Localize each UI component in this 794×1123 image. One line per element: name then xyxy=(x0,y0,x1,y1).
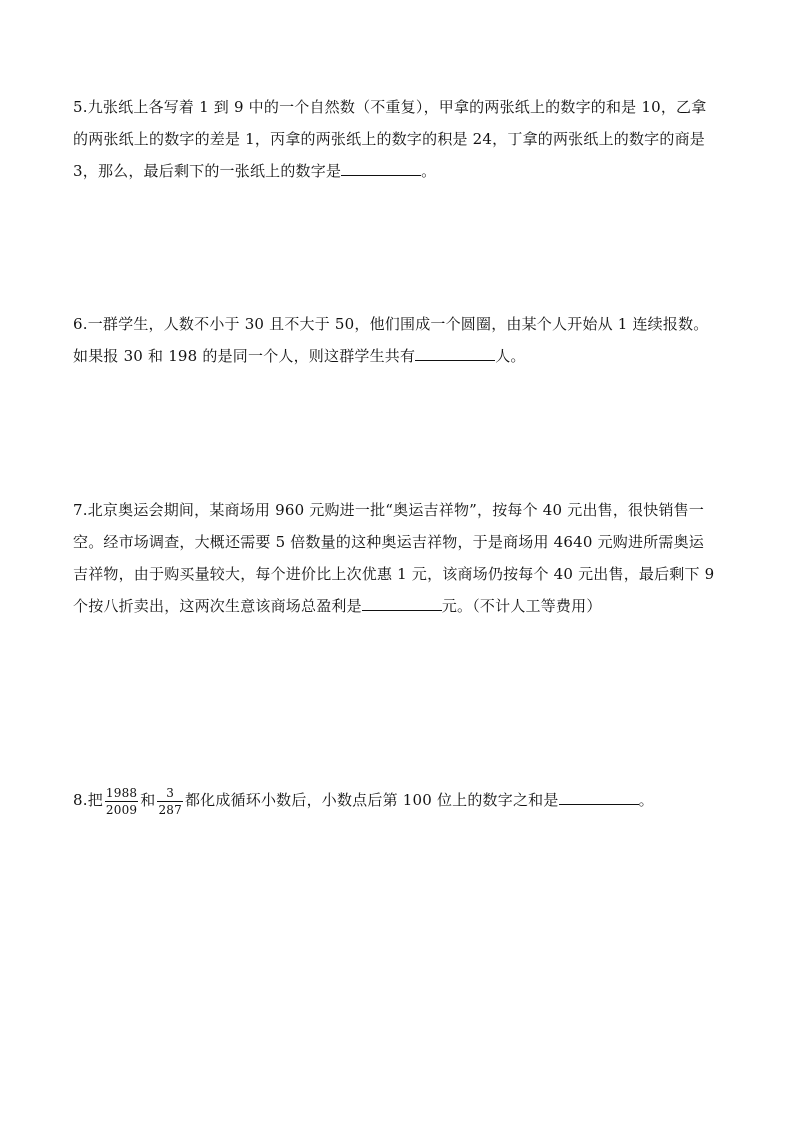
question-8-line-1: 8.把 $\frac{1988}{2009}$ 和 $\frac{3}{287}$ 都化成循环小数后，小数点后第 100 位上的数字之和是 。 xyxy=(73,785,654,817)
answer-blank-6[interactable] xyxy=(415,342,495,361)
question-7-line-1: 7.北京奥运会期间，某商场用 960 元购进一批“奥运吉祥物”，按每个 40 元出售，很快销售一 xyxy=(73,501,705,519)
question-7-line-4: 个按八折卖出，这两次生意该商场总盈利是 元。（不计人工等费用） xyxy=(73,590,733,622)
question-7-line-3: 吉祥物，由于购买量较大，每个进价比上次优惠 1 元，该商场仍按每个 40 元出售，最后剩下 9 xyxy=(73,565,715,583)
question-5-line-1: 5.九张纸上各写着 1 到 9 中的一个自然数（不重复），甲拿的两张纸上的数字的和是 10，乙拿 xyxy=(73,98,707,116)
question-6-line-1: 6.一群学生，人数不小于 30 且不大于 50，他们围成一个圆圈，由某个人开始从 1 连续报数。 xyxy=(73,315,709,333)
question-7-number: 7. xyxy=(73,501,88,519)
fraction-1-denominator: 2009 xyxy=(105,802,138,817)
question-6-number: 6. xyxy=(73,315,88,333)
fraction-1-bar xyxy=(105,801,138,802)
question-7-line-2: 空。经市场调查，大概还需要 5 倍数量的这种奥运吉祥物，于是商场用 4640 元购进所需奥运 xyxy=(73,533,704,551)
answer-blank-8[interactable] xyxy=(559,786,639,805)
fraction-1-numerator: 1988 xyxy=(105,785,138,800)
question-5-number: 5. xyxy=(73,98,88,116)
fraction-1988-2009 xyxy=(105,786,138,817)
answer-blank-7[interactable] xyxy=(362,592,442,611)
question-5-line-3: 3，那么，最后剩下的一张纸上的数字是 。 xyxy=(73,155,733,187)
question-8-number: 8. xyxy=(73,791,88,809)
fraction-2-denominator: 287 xyxy=(158,802,182,817)
answer-blank-5[interactable] xyxy=(341,157,421,176)
question-8 xyxy=(73,780,733,820)
question-6-line-2: 如果报 30 和 198 的是同一个人，则这群学生共有 人。 xyxy=(73,340,733,372)
question-5 xyxy=(73,91,733,187)
fraction-2-bar xyxy=(157,801,183,802)
fraction-3-287 xyxy=(157,786,183,817)
question-5-line-2: 的两张纸上的数字的差是 1，丙拿的两张纸上的数字的积是 24，丁拿的两张纸上的数字的商是 xyxy=(73,130,705,148)
question-6 xyxy=(73,308,733,372)
fraction-2-numerator: 3 xyxy=(166,785,175,800)
question-7 xyxy=(73,494,733,622)
